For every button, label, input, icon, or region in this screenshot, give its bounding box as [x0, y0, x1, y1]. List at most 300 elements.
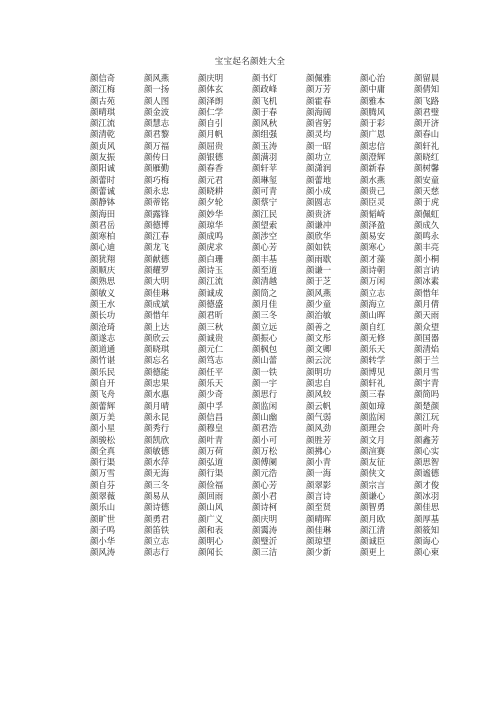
- name-cell: 颜才藻: [360, 253, 386, 264]
- name-cell: 颜大明: [144, 276, 170, 287]
- name-cell: 颜月欧: [360, 513, 386, 524]
- name-cell: 颜雨歇: [306, 253, 332, 264]
- name-cell: 颜雅本: [360, 95, 386, 106]
- name-cell: 颜乐山: [90, 502, 116, 513]
- name-cell: 颜贵济: [306, 208, 332, 219]
- name-cell: 颜于虎: [414, 197, 440, 208]
- name-cell: 颜德盛: [198, 298, 224, 309]
- name-cell: 颜旷世: [90, 513, 116, 524]
- name-cell: 颜慧志: [144, 118, 170, 129]
- name-cell: 颜霍春: [306, 95, 332, 106]
- name-cell: 颜一海: [306, 468, 332, 479]
- name-cell: 颜乐天: [360, 344, 386, 355]
- name-cell: 颜飞机: [252, 95, 278, 106]
- name-cell: 颜翠影: [306, 479, 332, 490]
- name-cell: 颜清越: [252, 276, 278, 287]
- name-cell: 颜人图: [144, 95, 170, 106]
- name-cell: 颜监闲: [360, 411, 386, 422]
- name-cell: 颜古苑: [90, 95, 116, 106]
- name-cell: 颜忠果: [144, 378, 170, 389]
- name-cell: 颜言讷: [414, 265, 440, 276]
- name-cell: 颜金波: [144, 106, 170, 117]
- name-cell: 颜宗言: [360, 479, 386, 490]
- name-cell: 颜树馨: [414, 163, 440, 174]
- name-cell: 颜佳思: [414, 502, 440, 513]
- name-cell: 颜博见: [360, 366, 386, 377]
- name-cell: 颜翠薇: [90, 490, 116, 501]
- name-cell: 颜满羽: [252, 152, 278, 163]
- name-cell: 颜蕾诚: [90, 185, 116, 196]
- name-cell: 颜蕾时: [90, 174, 116, 185]
- name-cell: 颜风劲: [306, 423, 332, 434]
- name-cell: 颜少童: [306, 298, 332, 309]
- name-cell: 颜风较: [306, 389, 332, 400]
- name-cell: 颜省躬: [306, 118, 332, 129]
- name-cell: 颜侠文: [360, 468, 386, 479]
- name-cell: 颜夕轮: [198, 197, 224, 208]
- name-cell: 颜虎求: [198, 242, 224, 253]
- name-cell: 颜小可: [252, 434, 278, 445]
- name-cell: 颜耀罗: [144, 265, 170, 276]
- name-cell: 颜无修: [360, 332, 386, 343]
- name-cell: 颜立志: [144, 536, 170, 547]
- name-cell: 颜心实: [414, 445, 440, 456]
- name-cell: 颜水燕: [360, 174, 386, 185]
- name-cell: 颜友征: [360, 457, 386, 468]
- name-cell: 颜晴晖: [306, 513, 332, 524]
- name-cell: 颜君璧: [414, 106, 440, 117]
- name-cell: 颜惜年: [414, 287, 440, 298]
- name-cell: 颜文卿: [306, 344, 332, 355]
- name-cell: 颜诗朝: [360, 265, 386, 276]
- name-cell: 颜君浩: [252, 423, 278, 434]
- name-cell: 颜行渠: [198, 468, 224, 479]
- name-cell: 颜永昆: [144, 411, 170, 422]
- name-cell: 颜一宇: [252, 378, 278, 389]
- name-cell: 颜君岳: [90, 219, 116, 230]
- name-cell: 颜三春: [360, 389, 386, 400]
- name-table: [90, 73, 500, 559]
- name-cell: 颜晓琪: [144, 344, 170, 355]
- name-cell: 颜万芳: [306, 84, 332, 95]
- name-cell: 颜丰亮: [414, 242, 440, 253]
- name-cell: 颜寒心: [360, 242, 386, 253]
- name-cell: 颜文月: [360, 434, 386, 445]
- name-cell: 颜屈贵: [198, 140, 224, 151]
- name-cell: 颜友振: [90, 152, 116, 163]
- name-cell: 颜广义: [198, 513, 224, 524]
- name-cell: 颜和表: [198, 524, 224, 535]
- name-cell: 颜佩雅: [306, 73, 332, 83]
- name-cell: 颜小青: [306, 457, 332, 468]
- name-cell: 颜厚基: [414, 513, 440, 524]
- name-cell: 颜圆志: [306, 197, 332, 208]
- name-cell: 颜云浣: [306, 355, 332, 366]
- name-cell: 颜灵均: [306, 129, 332, 140]
- name-cell: 颜渲赛: [360, 445, 386, 456]
- name-cell: 颜风秋: [252, 118, 278, 129]
- name-cell: 颜自开: [90, 378, 116, 389]
- name-cell: 颜惜年: [144, 310, 170, 321]
- name-cell: 颜蔡宁: [252, 197, 278, 208]
- name-cell: 颜立远: [252, 321, 278, 332]
- name-cell: 颜安童: [414, 174, 440, 185]
- name-cell: 颜佳琳: [306, 524, 332, 535]
- name-cell: 颜遂志: [90, 332, 116, 343]
- name-cell: 颜成鸣: [198, 231, 224, 242]
- name-cell: 颜忠信: [360, 140, 386, 151]
- name-cell: 颜一铁: [252, 366, 278, 377]
- name-cell: 颜功立: [306, 152, 332, 163]
- name-cell: 颜拂心: [306, 445, 332, 456]
- name-cell: 颜德能: [144, 366, 170, 377]
- name-cell: 颜犹翔: [90, 253, 116, 264]
- name-cell: 颜佳琳: [144, 287, 170, 298]
- name-cell: 颜中孚: [198, 400, 224, 411]
- name-cell: 颜晓耕: [198, 185, 224, 196]
- name-cell: 颜振心: [252, 332, 278, 343]
- name-cell: 颜任平: [198, 366, 224, 377]
- name-cell: 颜广恩: [360, 129, 386, 140]
- name-cell: 颜智勇: [360, 502, 386, 513]
- name-cell: 颜山蕾: [252, 355, 278, 366]
- name-cell: 颜云帆: [306, 400, 332, 411]
- name-cell: 颜无海: [144, 468, 170, 479]
- name-cell: 颜沧琦: [90, 321, 116, 332]
- name-cell: 颜佩虹: [414, 208, 440, 219]
- name-cell: 颜组强: [252, 129, 278, 140]
- name-cell: 颜自引: [198, 118, 224, 129]
- name-cell: 颜胜芳: [306, 434, 332, 445]
- name-cell: 颜泽朗: [198, 95, 224, 106]
- name-cell: 颜笛铁: [144, 524, 170, 535]
- name-cell: 颜叶青: [198, 434, 224, 445]
- name-cell: 颜心芳: [252, 242, 278, 253]
- name-cell: 颜江流: [198, 276, 224, 287]
- name-cell: 颜至贤: [306, 502, 332, 513]
- name-cell: 颜笃志: [198, 355, 224, 366]
- name-cell: 颜月佳: [252, 298, 278, 309]
- name-cell: 颜晴琪: [90, 106, 116, 117]
- name-cell: 颜琼望: [306, 536, 332, 547]
- name-cell: 颜龙飞: [144, 242, 170, 253]
- name-cell: 颜自芬: [90, 479, 116, 490]
- name-cell: 颜诗玉: [198, 265, 224, 276]
- name-cell: 颜穆皇: [198, 423, 224, 434]
- name-cell: 颜乐民: [90, 366, 116, 377]
- name-cell: 颜熟思: [90, 276, 116, 287]
- name-cell: 颜海立: [360, 298, 386, 309]
- name-cell: 颜诲心: [414, 536, 440, 547]
- name-cell: 颜鸣永: [414, 231, 440, 242]
- name-cell: 颜成久: [414, 219, 440, 230]
- name-cell: 颜欣云: [144, 332, 170, 343]
- name-cell: 颜信奇: [90, 73, 116, 83]
- name-cell: 颜转学: [360, 355, 386, 366]
- name-cell: 颜少奇: [198, 389, 224, 400]
- name-cell: 颜月晴: [144, 400, 170, 411]
- name-cell: 颜水萍: [144, 457, 170, 468]
- name-cell: 颜忠自: [306, 378, 332, 389]
- name-cell: 颜众望: [414, 321, 440, 332]
- name-cell: 颜易从: [144, 490, 170, 501]
- name-cell: 颜腾风: [360, 106, 386, 117]
- name-cell: 颜山幽: [252, 411, 278, 422]
- name-cell: 颜敏德: [144, 445, 170, 456]
- name-cell: 颜筒之: [252, 287, 278, 298]
- name-cell: 颜泽盈: [360, 219, 386, 230]
- name-cell: 颜元仁: [198, 344, 224, 355]
- name-cell: 颜君黎: [144, 129, 170, 140]
- name-cell: 颜枫包: [252, 344, 278, 355]
- name-cell: 颜于芝: [306, 276, 332, 287]
- name-cell: 颜心芳: [252, 479, 278, 490]
- name-cell: 颜德博: [144, 219, 170, 230]
- name-cell: 颜如璋: [360, 400, 386, 411]
- name-cell: 颜白珊: [198, 253, 224, 264]
- name-cell: 颜冰素: [414, 276, 440, 287]
- name-cell: 颜谦冲: [306, 219, 332, 230]
- name-cell: 颜凯欣: [144, 434, 170, 445]
- name-cell: 颜言诗: [306, 490, 332, 501]
- name-cell: 颜敏义: [90, 287, 116, 298]
- name-cell: 颜三冬: [144, 479, 170, 490]
- name-cell: 颜蕾辉: [90, 400, 116, 411]
- name-cell: 颜一昭: [306, 140, 332, 151]
- name-cell: 颜顺庆: [90, 265, 116, 276]
- name-cell: 颜忘名: [144, 355, 170, 366]
- name-cell: 颜乐天: [198, 378, 224, 389]
- name-cell: 颜澄辉: [360, 152, 386, 163]
- name-cell: 颜风燕: [144, 73, 170, 83]
- name-cell: 颜飞路: [414, 95, 440, 106]
- name-cell: 颜飞舟: [90, 389, 116, 400]
- name-cell: 颜庆明: [252, 513, 278, 524]
- name-cell: 颜江民: [252, 208, 278, 219]
- name-cell: 颜冰羽: [414, 490, 440, 501]
- name-cell: 颜志行: [144, 547, 170, 558]
- name-cell: 颜开济: [414, 118, 440, 129]
- name-cell: 颜丰基: [252, 253, 278, 264]
- name-cell: 颜鑫芳: [414, 434, 440, 445]
- name-cell: 颜诚成: [198, 287, 224, 298]
- name-cell: 颜永忠: [144, 185, 170, 196]
- name-cell: 颜江梅: [90, 84, 116, 95]
- name-cell: 颜傅阑: [252, 457, 278, 468]
- name-cell: 颜竹谌: [90, 355, 116, 366]
- name-cell: 颜水惠: [144, 389, 170, 400]
- name-cell: 颜三秋: [198, 321, 224, 332]
- name-cell: 颜春山: [414, 129, 440, 140]
- name-cell: 颜小星: [90, 423, 116, 434]
- name-cell: 颜仁学: [198, 106, 224, 117]
- name-cell: 颜立志: [360, 287, 386, 298]
- name-cell: 颜琳玺: [252, 174, 278, 185]
- name-cell: 颜上达: [144, 321, 170, 332]
- name-cell: 颜江清: [360, 524, 386, 535]
- name-cell: 颜雁勤: [144, 163, 170, 174]
- name-cell: 颜自红: [360, 321, 386, 332]
- name-cell: 颜诚臣: [360, 536, 386, 547]
- name-cell: 颜理会: [360, 423, 386, 434]
- name-cell: 颜风涛: [90, 547, 116, 558]
- name-cell: 颜国器: [414, 332, 440, 343]
- name-cell: 颜欣华: [306, 231, 332, 242]
- name-cell: 颜成斌: [144, 298, 170, 309]
- name-cell: 颜霭涛: [252, 524, 278, 535]
- name-cell: 颜传日: [144, 152, 170, 163]
- name-cell: 颜海田: [90, 208, 116, 219]
- name-cell: 颜秀行: [144, 423, 170, 434]
- name-cell: 颜寒柏: [90, 231, 116, 242]
- name-cell: 颜楚颜: [414, 400, 440, 411]
- name-cell: 颜贞风: [90, 140, 116, 151]
- name-cell: 颜可青: [252, 185, 278, 196]
- name-cell: 颜山晖: [360, 310, 386, 321]
- name-cell: 颜妙华: [198, 208, 224, 219]
- name-cell: 颜宇青: [414, 378, 440, 389]
- name-cell: 颜小桐: [414, 253, 440, 264]
- name-cell: 颜易安: [360, 231, 386, 242]
- name-cell: 颜元浩: [252, 468, 278, 479]
- name-cell: 颜蕾地: [306, 174, 332, 185]
- name-cell: 颜明功: [306, 366, 332, 377]
- name-cell: 颜江春: [144, 231, 170, 242]
- name-cell: 颜臣灵: [360, 197, 386, 208]
- name-cell: 颜简吗: [414, 389, 440, 400]
- name-cell: 颜琼华: [198, 219, 224, 230]
- name-cell: 颜子鸣: [90, 524, 116, 535]
- name-cell: 颜涉空: [252, 231, 278, 242]
- name-cell: 颜万美: [90, 411, 116, 422]
- name-cell: 颜更上: [360, 547, 386, 558]
- name-cell: 颜于春: [252, 106, 278, 117]
- name-cell: 颜万荷: [198, 445, 224, 456]
- name-cell: 颜蒂铭: [144, 197, 170, 208]
- name-cell: 颜元君: [198, 174, 224, 185]
- name-cell: 颜诗柯: [252, 502, 278, 513]
- name-cell: 颜天慈: [414, 185, 440, 196]
- name-cell: 颜回雨: [198, 490, 224, 501]
- name-cell: 颜中庸: [360, 84, 386, 95]
- name-cell: 颜道通: [90, 344, 116, 355]
- name-cell: 颜俭福: [198, 479, 224, 490]
- name-cell: 颜谦一: [306, 265, 332, 276]
- name-cell: 颜江玩: [414, 411, 440, 422]
- name-cell: 颜留晨: [414, 73, 440, 83]
- name-cell: 颜于兰: [414, 355, 440, 366]
- name-cell: 颜万闲: [360, 276, 386, 287]
- name-cell: 颜望索: [252, 219, 278, 230]
- name-cell: 颜轩礼: [414, 140, 440, 151]
- name-cell: 颜月帆: [198, 129, 224, 140]
- name-cell: 颜心治: [360, 73, 386, 83]
- name-cell: 颜诚贵: [198, 332, 224, 343]
- name-cell: 颜才俊: [414, 479, 440, 490]
- name-cell: 颜书灯: [252, 73, 278, 83]
- name-cell: 颜晓红: [414, 152, 440, 163]
- name-cell: 颜小成: [306, 185, 332, 196]
- name-cell: 颜山风: [198, 502, 224, 513]
- name-cell: 颜露锋: [144, 208, 170, 219]
- name-cell: 颜庆明: [198, 73, 224, 83]
- name-cell: 颜万福: [144, 140, 170, 151]
- name-cell: 颜明心: [198, 536, 224, 547]
- document-title: 宝宝起名颜姓大全: [214, 57, 286, 67]
- name-cell: 颜静钵: [90, 197, 116, 208]
- name-cell: 颜思行: [252, 389, 278, 400]
- name-cell: 颜思智: [414, 457, 440, 468]
- name-cell: 颜巧梅: [144, 174, 170, 185]
- name-cell: 颜诗德: [144, 502, 170, 513]
- name-cell: 颜政峰: [252, 84, 278, 95]
- name-cell: 颜璧沂: [252, 536, 278, 547]
- name-cell: 颜叶舟: [414, 423, 440, 434]
- name-cell: 颜气弱: [306, 411, 332, 422]
- name-cell: 颜心迪: [90, 242, 116, 253]
- name-cell: 颜治敏: [306, 310, 332, 321]
- name-cell: 颜轩苹: [252, 163, 278, 174]
- name-cell: 颜月雪: [414, 366, 440, 377]
- name-cell: 颜潇润: [306, 163, 332, 174]
- name-cell: 颜体玄: [198, 84, 224, 95]
- name-cell: 颜银德: [198, 152, 224, 163]
- name-cell: 颜勇君: [144, 513, 170, 524]
- name-cell: 颜长功: [90, 310, 116, 321]
- name-cell: 颜弘道: [198, 457, 224, 468]
- name-cell: 颜心柬: [414, 547, 440, 558]
- name-cell: 颜骏松: [90, 434, 116, 445]
- name-cell: 颜轩礼: [360, 378, 386, 389]
- name-cell: 颜倩知: [414, 84, 440, 95]
- name-cell: 颜监闲: [252, 400, 278, 411]
- name-cell: 颜万松: [252, 445, 278, 456]
- name-cell: 颜清焰: [414, 344, 440, 355]
- name-cell: 颜全真: [90, 445, 116, 456]
- name-cell: 颜行渠: [90, 457, 116, 468]
- name-cell: 颜至道: [252, 265, 278, 276]
- name-cell: 颜小君: [252, 490, 278, 501]
- name-cell: 颜于彩: [360, 118, 386, 129]
- name-cell: 颜信昌: [198, 411, 224, 422]
- name-cell: 颜韬崎: [360, 208, 386, 219]
- name-cell: 颜王水: [90, 298, 116, 309]
- name-cell: 颜善之: [306, 321, 332, 332]
- name-cell: 颜风燕: [306, 287, 332, 298]
- name-cell: 颜少新: [306, 547, 332, 558]
- name-cell: 颜玉涛: [252, 140, 278, 151]
- name-cell: 颜海阔: [306, 106, 332, 117]
- name-cell: 颜三冬: [252, 310, 278, 321]
- name-cell: 颜文彤: [306, 332, 332, 343]
- name-cell: 颜献德: [144, 253, 170, 264]
- name-cell: 颜闻长: [198, 547, 224, 558]
- name-cell: 颜一扬: [144, 84, 170, 95]
- name-cell: 颜江流: [90, 118, 116, 129]
- name-cell: 颜如铁: [306, 242, 332, 253]
- name-cell: 颜君昕: [198, 310, 224, 321]
- name-cell: 颜筱知: [414, 524, 440, 535]
- name-cell: 颜谧德: [414, 468, 440, 479]
- name-cell: 颜小华: [90, 536, 116, 547]
- name-cell: 颜月倩: [414, 298, 440, 309]
- name-cell: 颜春香: [198, 163, 224, 174]
- name-cell: 颜三洁: [252, 547, 278, 558]
- name-cell: 颜清乾: [90, 129, 116, 140]
- name-cell: 颜阳诚: [90, 163, 116, 174]
- name-cell: 颜万雪: [90, 468, 116, 479]
- name-cell: 颜贵己: [360, 185, 386, 196]
